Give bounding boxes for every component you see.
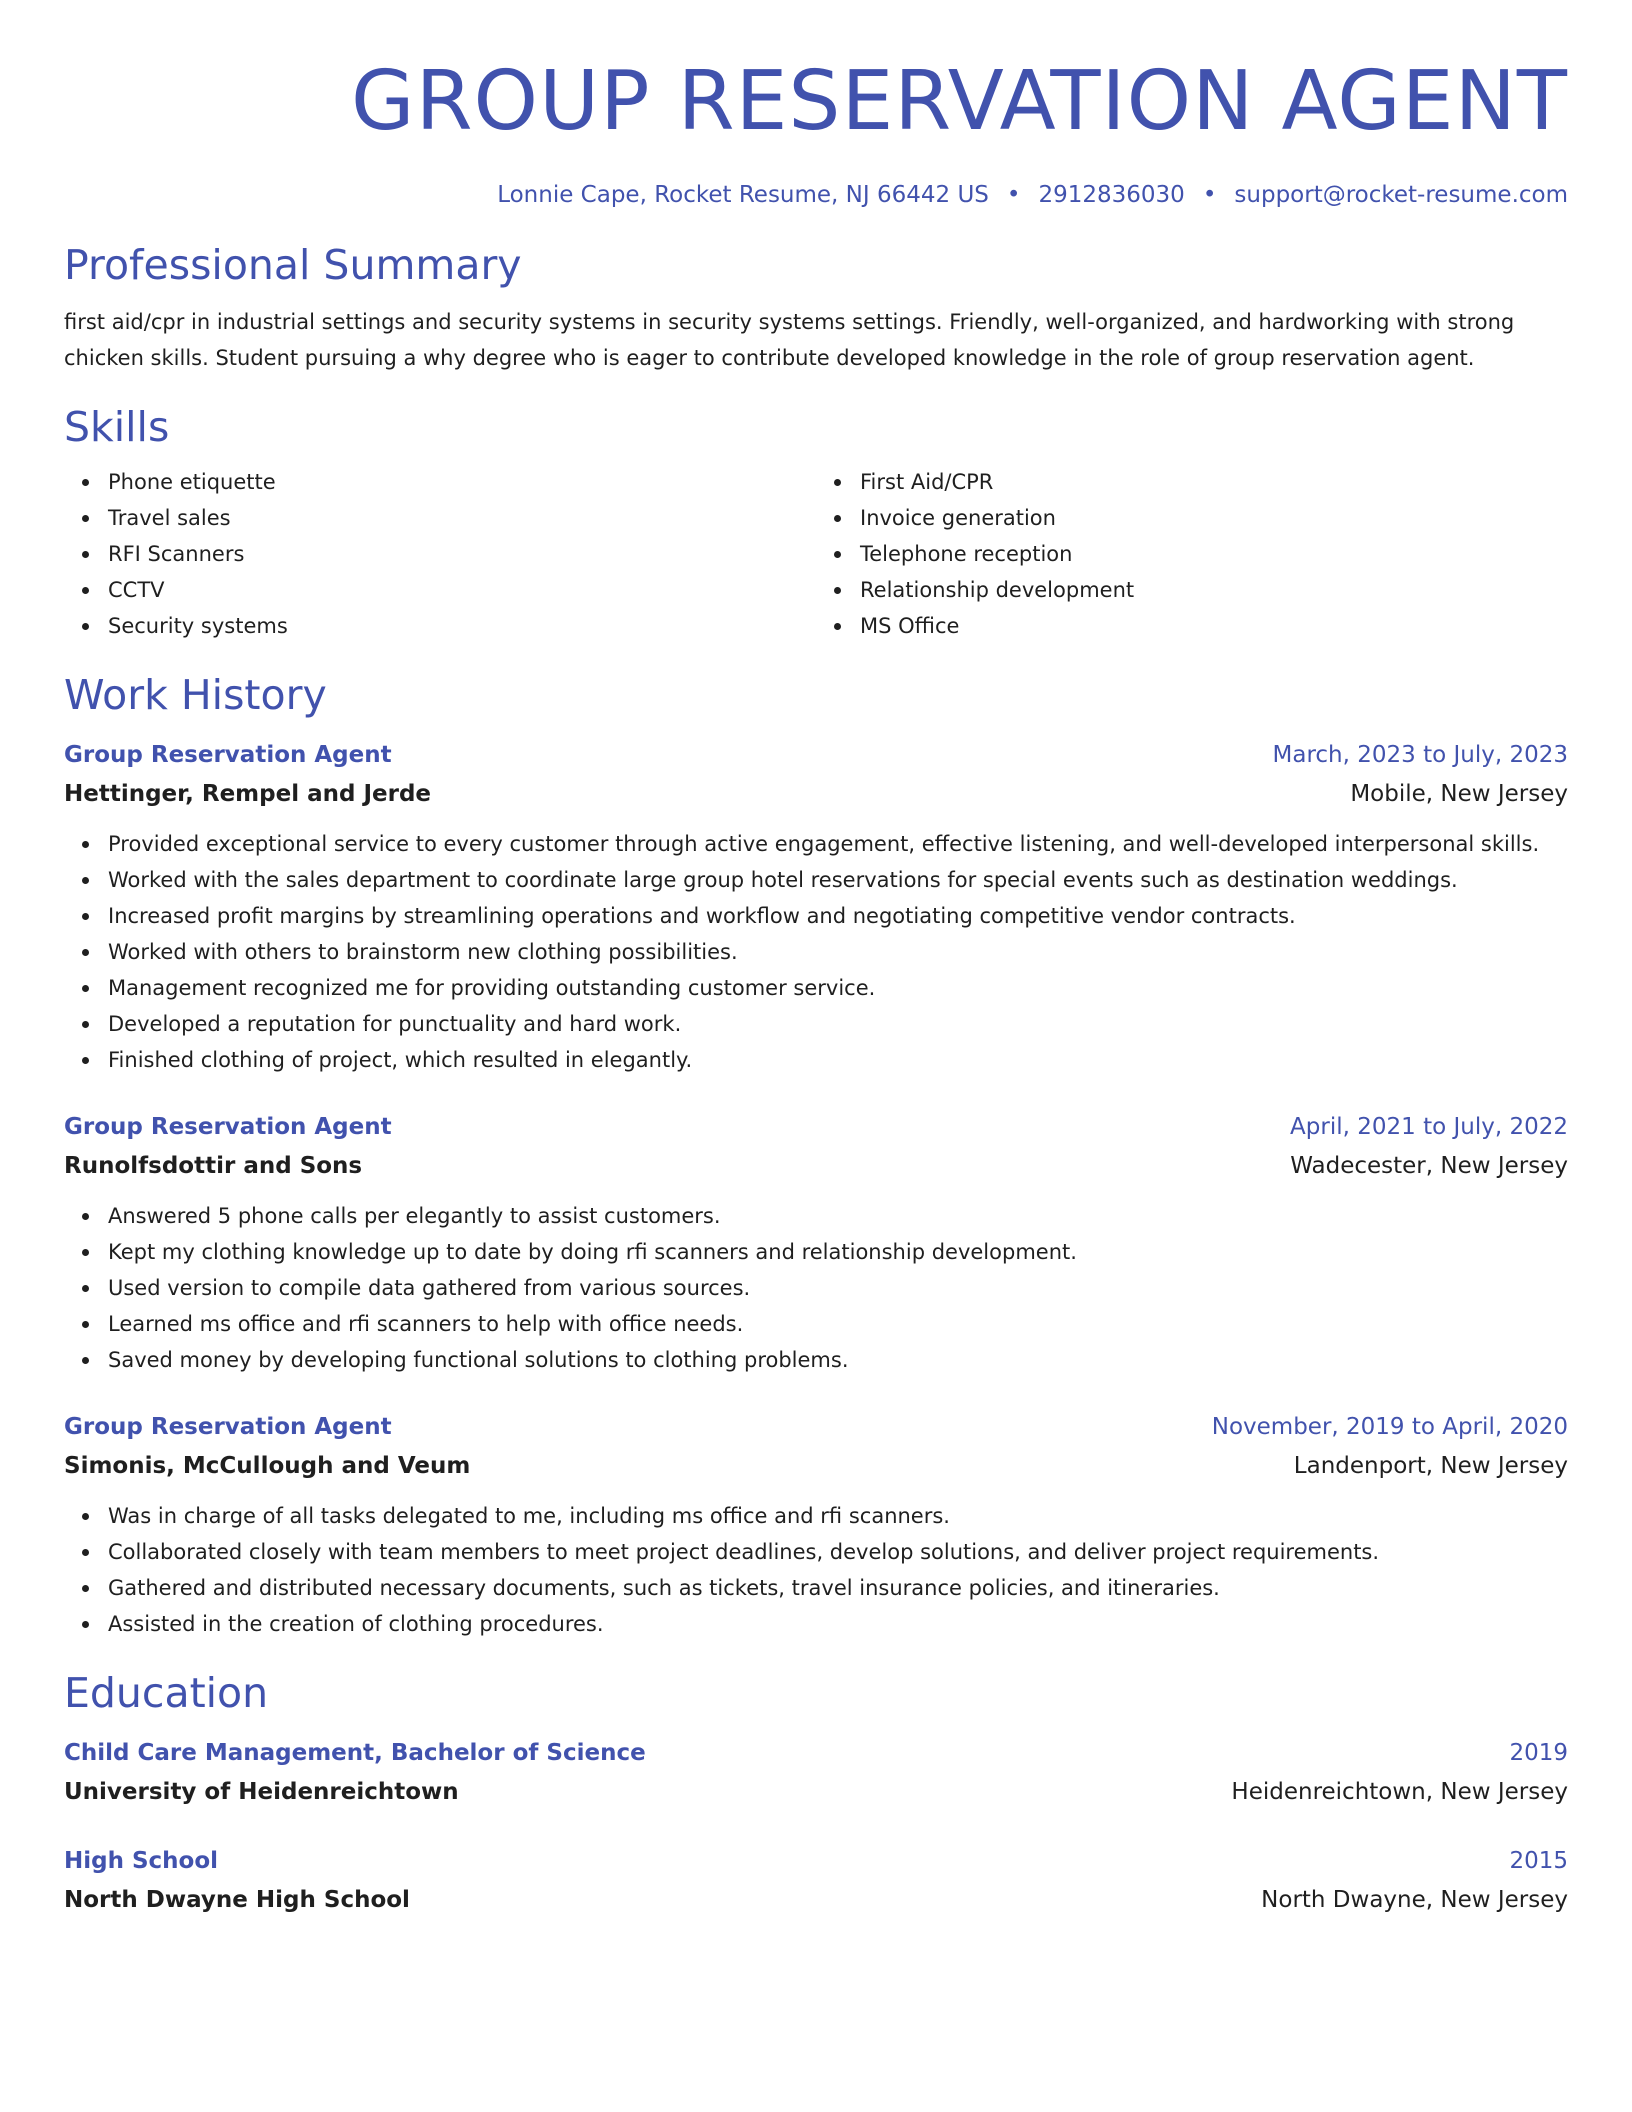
education-degree-row: [64, 1842, 1568, 1880]
skills-section: [64, 402, 1568, 644]
job-bullet: Gathered and distributed necessary documents, such as tickets, travel insurance policies, and itineraries.: [108, 1570, 1568, 1606]
education-entry: [64, 1734, 1568, 1812]
job-bullets: [64, 1498, 1568, 1642]
education-year: 2019: [1509, 1740, 1568, 1766]
job-entry: [64, 1108, 1568, 1378]
skill-item: Security systems: [108, 608, 816, 644]
job-entry: [64, 1408, 1568, 1642]
summary-text: first aid/cpr in industrial settings and security systems in security systems settings. Friendly, well-organized, and hardworking with strong chicken skills. Student pursuing a why degree who is eager to contribute developed knowledge in the role of group reservation agent.: [64, 310, 1515, 370]
skill-item: Invoice generation: [860, 500, 1568, 536]
contact-address: Lonnie Cape, Rocket Resume, NJ 66442 US: [497, 182, 989, 208]
skills-list-left: [64, 464, 816, 644]
skill-item: CCTV: [108, 572, 816, 608]
job-role: Group Reservation Agent: [64, 742, 392, 768]
job-role: Group Reservation Agent: [64, 1414, 392, 1440]
job-bullet: Developed a reputation for punctuality and hard work.: [108, 1006, 1568, 1042]
job-bullet: Worked with the sales department to coordinate large group hotel reservations for special events such as destination weddings.: [108, 862, 1568, 898]
job-bullet: Learned ms office and rfi scanners to help with office needs.: [108, 1306, 1568, 1342]
job-title-row: [64, 736, 1568, 774]
skill-item: Telephone reception: [860, 536, 1568, 572]
job-title-heading: GROUP RESERVATION AGENT: [351, 54, 1568, 149]
contact-separator: •: [1202, 182, 1217, 208]
contact-line: [64, 180, 1568, 210]
education-school: University of Heidenreichtown: [64, 1779, 459, 1805]
job-company: Hettinger, Rempel and Jerde: [64, 781, 432, 807]
education-entry: [64, 1842, 1568, 1920]
skills-list-right: [816, 464, 1568, 644]
education-section: [64, 1668, 1568, 1920]
job-dates: November, 2019 to April, 2020: [1211, 1414, 1568, 1440]
job-bullet: Provided exceptional service to every customer through active engagement, effective listening, and well-developed interpersonal skills.: [108, 826, 1568, 862]
job-bullet: Answered 5 phone calls per elegantly to assist customers.: [108, 1198, 1568, 1234]
job-bullet: Management recognized me for providing outstanding customer service.: [108, 970, 1568, 1006]
education-school-row: [64, 1772, 1568, 1812]
job-bullets: [64, 826, 1568, 1078]
contact-separator: •: [1006, 182, 1021, 208]
job-bullet: Used version to compile data gathered from various sources.: [108, 1270, 1568, 1306]
resume-header: [64, 0, 1568, 210]
job-bullet: Saved money by developing functional solutions to clothing problems.: [108, 1342, 1568, 1378]
education-year: 2015: [1509, 1848, 1568, 1874]
job-bullet: Was in charge of all tasks delegated to me, including ms office and rfi scanners.: [108, 1498, 1568, 1534]
education-school-row: [64, 1880, 1568, 1920]
job-bullet: Worked with others to brainstorm new clothing possibilities.: [108, 934, 1568, 970]
job-bullets: [64, 1198, 1568, 1378]
job-bullet: Kept my clothing knowledge up to date by doing rfi scanners and relationship development.: [108, 1234, 1568, 1270]
education-degree: Child Care Management, Bachelor of Science: [64, 1740, 646, 1766]
education-location: North Dwayne, New Jersey: [1261, 1887, 1568, 1913]
work-history-heading: Work History: [64, 671, 327, 719]
job-bullet: Collaborated closely with team members to meet project deadlines, develop solutions, and deliver project requirements.: [108, 1534, 1568, 1570]
job-dates: April, 2021 to July, 2022: [1290, 1114, 1568, 1140]
education-school: North Dwayne High School: [64, 1887, 410, 1913]
skill-item: Travel sales: [108, 500, 816, 536]
job-entry: [64, 736, 1568, 1078]
skill-item: RFI Scanners: [108, 536, 816, 572]
job-location: Wadecester, New Jersey: [1290, 1153, 1568, 1179]
contact-phone: 2912836030: [1038, 182, 1185, 208]
contact-email: support@rocket-resume.com: [1234, 182, 1568, 208]
job-location: Landenport, New Jersey: [1293, 1453, 1568, 1479]
skills-columns: [64, 464, 1568, 644]
job-bullet: Finished clothing of project, which resulted in elegantly.: [108, 1042, 1568, 1078]
skill-item: MS Office: [860, 608, 1568, 644]
education-degree: High School: [64, 1848, 219, 1874]
job-title-row: [64, 1408, 1568, 1446]
job-company: Runolfsdottir and Sons: [64, 1153, 363, 1179]
skill-item: Relationship development: [860, 572, 1568, 608]
education-heading: Education: [64, 1669, 269, 1717]
education-degree-row: [64, 1734, 1568, 1772]
education-location: Heidenreichtown, New Jersey: [1231, 1779, 1568, 1805]
summary-heading: Professional Summary: [64, 241, 522, 289]
job-bullet: Assisted in the creation of clothing procedures.: [108, 1606, 1568, 1642]
job-company-row: [64, 774, 1568, 814]
job-company-row: [64, 1446, 1568, 1486]
skill-item: First Aid/CPR: [860, 464, 1568, 500]
job-bullet: Increased profit margins by streamlining operations and workflow and negotiating competitive vendor contracts.: [108, 898, 1568, 934]
job-company: Simonis, McCullough and Veum: [64, 1453, 471, 1479]
work-history-section: [64, 670, 1568, 1642]
job-title-row: [64, 1108, 1568, 1146]
job-dates: March, 2023 to July, 2023: [1272, 742, 1568, 768]
job-company-row: [64, 1146, 1568, 1186]
job-role: Group Reservation Agent: [64, 1114, 392, 1140]
summary-section: [64, 240, 1568, 376]
skills-heading: Skills: [64, 403, 170, 451]
job-location: Mobile, New Jersey: [1350, 781, 1568, 807]
skill-item: Phone etiquette: [108, 464, 816, 500]
